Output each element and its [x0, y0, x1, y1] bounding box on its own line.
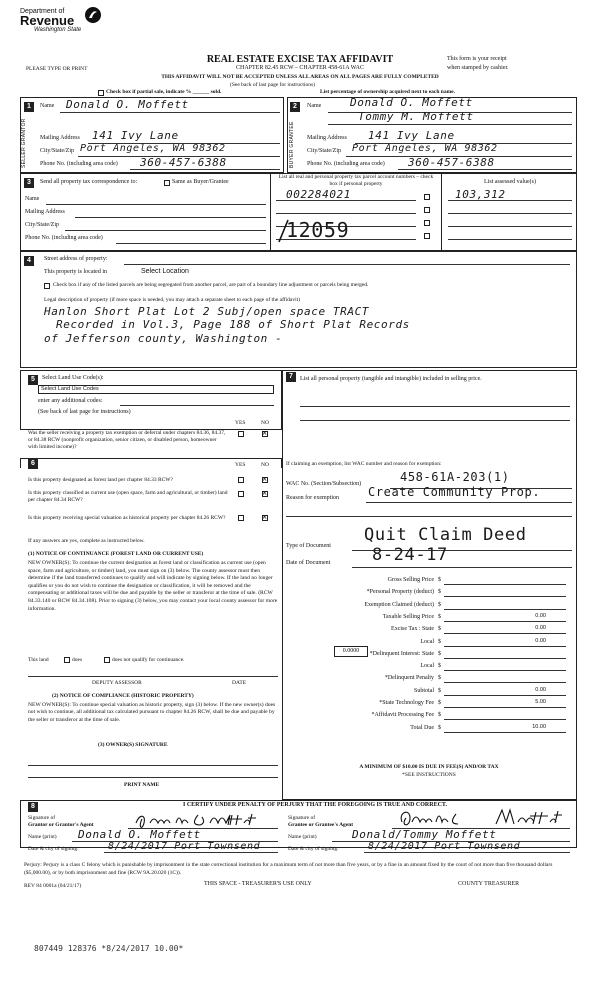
this-land-label: This land [28, 657, 49, 663]
tax-row-value[interactable]: 0.00 [535, 612, 546, 619]
s3-city-label: City/State/Zip [25, 222, 59, 228]
street-line [124, 264, 570, 265]
notice-continuance-title: (1) NOTICE OF CONTINUANCE (FOREST LAND OR CURRENT USE) [28, 551, 204, 557]
seller-address[interactable]: 141 Ivy Lane [92, 129, 179, 142]
section-3-number: 3 [24, 178, 34, 188]
assessed-line-4 [448, 239, 572, 240]
receipt-stamp: 807449 128376 *8/24/2017 10.00* [34, 944, 184, 953]
personal-property-checkbox-3[interactable] [424, 220, 430, 226]
dor-logo-icon [84, 6, 102, 24]
seller-phone[interactable]: 360-457-6388 [140, 156, 227, 169]
doc-date-label: Date of Document [286, 560, 331, 566]
grantor-date[interactable]: 8/24/2017 Port Townsend [108, 841, 261, 852]
tax-row-label: Taxable Selling Price [382, 613, 434, 620]
see-back-note: (See back of last page for instructions) [230, 82, 315, 88]
section-6-number: 6 [28, 459, 38, 469]
ownership-note: List percentage of ownership acquired next to each name. [320, 89, 455, 95]
tax-row-label: Local [420, 638, 434, 645]
dept-line2: Revenue [20, 13, 75, 28]
tax-row-line [444, 682, 566, 683]
additional-codes-line[interactable] [120, 405, 274, 406]
tax-row-dollar: $ [438, 638, 441, 645]
s5-yes: YES [235, 420, 246, 426]
wac-label: WAC No. (Section/Subsection) [286, 481, 362, 487]
receipt-note-2: when stamped by cashier. [447, 65, 509, 71]
tax-row-line [444, 596, 566, 597]
tax-row-value[interactable]: 0.00 [535, 686, 546, 693]
seller-address-label: Mailing Address [40, 135, 80, 141]
s5-no: NO [261, 420, 269, 426]
tax-row-line [444, 719, 566, 720]
s6-q1-yes-checkbox[interactable] [238, 477, 244, 483]
tax-row-dollar: $ [438, 589, 441, 596]
s3-name-label: Name [25, 196, 40, 202]
dept-line3: Washington State [34, 27, 82, 33]
tax-row-dollar: $ [438, 601, 441, 608]
same-as-buyer-label: Same as Buyer/Grantee [172, 179, 229, 185]
local-rate-value: 0.0000 [342, 648, 360, 654]
print-name-line[interactable] [28, 777, 278, 778]
tax-row-line [444, 670, 566, 671]
grantor-name-label: Name (print) [28, 834, 57, 840]
seller-city[interactable]: Port Angeles, WA 98362 [80, 143, 226, 154]
s6-q1-no-checkbox[interactable] [262, 477, 268, 483]
personal-property-line-2[interactable] [300, 420, 570, 421]
seller-phone-label: Phone No. (including area code) [40, 161, 118, 167]
grantor-date-line [104, 852, 278, 853]
receipt-note-1: This form is your receipt [447, 56, 507, 62]
please-type: PLEASE TYPE OR PRINT [26, 66, 88, 72]
grantor-sig-label-2: Grantor or Grantor's Agent [28, 822, 94, 828]
s6-q2-yes-checkbox[interactable] [238, 491, 244, 497]
tax-row-line [444, 584, 566, 585]
additional-codes-label: enter any additional codes: [38, 398, 103, 404]
s3-phone-label: Phone No. (including area code) [25, 235, 103, 241]
tax-row-dollar: $ [438, 675, 441, 682]
tax-row [286, 577, 572, 588]
reason-value[interactable]: Create Community Prop. [368, 485, 541, 499]
tax-row [286, 589, 572, 600]
grantor-sig-label-1: Signature of [28, 815, 56, 821]
s5-no-checkbox[interactable] [262, 431, 268, 437]
see-instructions-note: *SEE INSTRUCTIONS [402, 772, 456, 778]
minimum-fee-note: A MINIMUM OF $10.00 IS DUE IN FEE(S) AND/OR TAX [359, 764, 499, 770]
tax-row-label: *Affidavit Processing Fee [371, 712, 434, 719]
date-label: DATE [232, 680, 247, 686]
section-2-number: 2 [290, 102, 300, 112]
seller-side-label: SELLER GRANTOR [21, 118, 27, 168]
owner-signature-line[interactable] [28, 765, 278, 766]
seller-name-label: Name [40, 103, 55, 109]
parcel-line-1 [276, 200, 416, 201]
doc-type-label: Type of Document [286, 543, 331, 549]
tax-row-value[interactable]: 5.00 [535, 699, 546, 705]
parcel-line-2 [276, 213, 416, 214]
county-treasurer: COUNTY TREASURER [458, 881, 520, 887]
buyer-name-line-2 [328, 124, 572, 125]
tax-row-value[interactable]: 10.00 [532, 723, 546, 730]
tax-row [286, 712, 572, 723]
street-label: Street address of property: [44, 256, 108, 262]
grantee-name-label: Name (print) [288, 834, 317, 840]
located-label: This property is located in [44, 269, 107, 275]
deputy-assessor-line[interactable] [28, 676, 278, 677]
buyer-city-label: City/State/Zip [307, 148, 341, 154]
tax-row [286, 651, 572, 662]
tax-row [286, 614, 572, 625]
tax-row-label: Local [420, 663, 434, 670]
parcel-header: List all real and personal property tax parcel account numbers – check box if personal property [278, 174, 434, 187]
s6-q3-no-checkbox[interactable] [262, 515, 268, 521]
does-not-label: does not qualify for continuance. [112, 657, 185, 663]
section-1-number: 1 [24, 102, 34, 112]
section-5-number: 5 [28, 375, 38, 385]
doc-date-value[interactable]: 8-24-17 [372, 545, 448, 565]
tax-row-line [444, 609, 566, 610]
tax-row [286, 602, 572, 613]
tax-row [286, 675, 572, 686]
partial-sale-checkbox[interactable] [98, 90, 104, 96]
tax-row [286, 663, 572, 674]
reason-line-2 [286, 516, 572, 517]
tax-row-dollar: $ [438, 613, 441, 620]
tax-row-line [444, 695, 566, 696]
assessed-line-1 [448, 200, 572, 201]
s6-yes: YES [235, 462, 246, 468]
doc-type-value[interactable]: Quit Claim Deed [364, 525, 527, 545]
buyer-city[interactable]: Port Angeles, WA 98362 [352, 143, 498, 154]
section-4-number: 4 [24, 256, 34, 266]
tax-row-label: *Delinquent Interest: State [369, 650, 434, 657]
grantee-sig-label-2: Grantee or Grantee's Agent [288, 822, 354, 828]
legal-desc-3[interactable]: of Jefferson county, Washington - [44, 332, 283, 345]
assessed-header: List assessed value(s) [484, 179, 536, 185]
tax-row-dollar: $ [438, 626, 441, 633]
s5-see-back: (See back of last page for instructions) [38, 409, 131, 415]
section-8-number: 8 [28, 802, 38, 812]
rev-number: REV 84 0001a (04/21/17) [24, 883, 82, 889]
tax-row-line [444, 621, 566, 622]
tax-row [286, 626, 572, 637]
grantor-date-label: Date & city of signing: [28, 846, 79, 852]
exemption-claim-label: If claiming an exemption, list WAC number and reason for exemption: [286, 461, 442, 467]
notice-compliance-title: (2) NOTICE OF COMPLIANCE (HISTORIC PROPERTY) [52, 693, 194, 699]
does-qualify-checkbox[interactable] [64, 657, 70, 663]
tax-row-value[interactable]: 0.00 [535, 625, 546, 632]
s3-city-line [65, 230, 266, 231]
does-label: does [72, 657, 83, 663]
personal-property-checkbox-1[interactable] [424, 194, 430, 200]
s6-q3-yes-checkbox[interactable] [238, 515, 244, 521]
tax-row-label: Total Due [410, 724, 434, 731]
slash-mark-icon [276, 218, 290, 244]
tax-row-line [444, 732, 566, 733]
same-as-buyer-checkbox[interactable] [164, 180, 170, 186]
personal-property-checkbox-4[interactable] [424, 233, 430, 239]
tax-row-label: Excise Tax : State [391, 626, 434, 633]
seller-city-label: City/State/Zip [40, 148, 74, 154]
print-name-label: PRINT NAME [124, 782, 160, 788]
tax-row-label: Subtotal [413, 687, 434, 694]
buyer-side-label: BUYER GRANTEE [289, 121, 295, 168]
land-use-title: Select Land Use Code(s): [42, 375, 104, 381]
land-use-dropdown-value: Select Land Use Codes [41, 386, 99, 392]
partial-sale-label: Check box if partial sale, indicate % ______ sold. [106, 89, 222, 95]
grantor-signature-image [132, 811, 272, 829]
s3-address-label: Mailing Address [25, 209, 65, 215]
tax-row-line [444, 707, 566, 708]
legal-desc-1[interactable]: Hanlon Short Plat Lot 2 Subj/open space TRACT [44, 305, 370, 318]
tax-row-label: Exemption Claimed (deduct) [364, 601, 434, 608]
location-select[interactable]: Select Location [141, 268, 189, 275]
tax-row [286, 688, 572, 699]
s6-no: NO [261, 462, 269, 468]
local-rate-box[interactable] [334, 646, 368, 657]
wac-value[interactable]: 458-61A-203(1) [400, 470, 510, 484]
s6-q2-no-checkbox[interactable] [262, 491, 268, 497]
grantee-date-line [364, 852, 570, 853]
s6-q3: Is this property receiving special valuation as historical property per chapter 84.26 RCW? [28, 515, 226, 521]
segregation-checkbox[interactable] [44, 283, 50, 289]
buyer-name-1[interactable]: Donald O. Moffett [350, 96, 473, 109]
buyer-phone[interactable]: 360-457-6388 [408, 156, 495, 169]
seller-name[interactable]: Donald O. Moffett [66, 98, 189, 111]
tax-row-label: *Delinquent Penalty [384, 675, 434, 682]
s5-yes-checkbox[interactable] [238, 431, 244, 437]
s3-name-line [46, 204, 266, 205]
send-correspondence-label: Send all property tax correspondence to: [40, 179, 138, 185]
notice-compliance-text: NEW OWNER(S): To continue special valuation as historic property, sign (3) below. If the new owner(s) does not wish to continue, all additional tax calculated pursuant to chapter 84.26 RCW, shall be due and payable by the seller or transferor at the time of sale. [28, 702, 276, 723]
tax-row-line [444, 658, 566, 659]
tax-row-line [444, 646, 566, 647]
legal-label: Legal description of property (if more space is needed, you may attach a separate sheet to each page of the affidavit) [44, 297, 300, 303]
buyer-name-label: Name [307, 103, 322, 109]
handwritten-stamp-number: 12059 [286, 218, 350, 242]
does-not-qualify-checkbox[interactable] [104, 657, 110, 663]
grantee-sig-label-1: Signature of [288, 815, 316, 821]
tax-row-dollar: $ [438, 712, 441, 719]
s3-phone-line [116, 243, 266, 244]
owner-signature-label: (3) OWNER(S) SIGNATURE [98, 742, 168, 748]
grantee-date[interactable]: 8/24/2017 Port Townsend [368, 841, 521, 852]
s6-if-yes: If any answers are yes, complete as instructed below. [28, 538, 145, 544]
grantee-date-label: Date & city of signing: [288, 846, 339, 852]
notice-continuance-text: NEW OWNER(S): To continue the current designation as forest land or classification as current use (open space, farm and agriculture, or timber) land, you must sign on (3) below. The county assessor must then determine if the land transferred continues to qualify and will indicate by signing below. If the land no longer qualifies or you do not wish to continue the designation or classification, it will be removed and the compensating or additional taxes will be due and payable by the seller or transferor at the time of sale. (RCW 84.33.140 or RCW 84.34.108). Prior to signing (3) below, you may contact your local county assessor for more information. [28, 560, 278, 612]
treasurer-use: THIS SPACE - TREASURER'S USE ONLY [204, 881, 312, 887]
s3-address-line [75, 217, 266, 218]
tax-row-value[interactable]: 0.00 [535, 637, 546, 644]
s5-exemption-question: Was the seller receiving a property tax exemption or deferral under chapters 84.36, 84.37, or 84.38 RCW (nonprofit organization, senior citizen, or disabled person, homeowner with limited income)? [28, 430, 226, 450]
assessed-line-2 [448, 213, 572, 214]
land-use-dropdown[interactable] [38, 385, 274, 394]
section-7-number: 7 [286, 372, 296, 382]
form-chapter: CHAPTER 82.45 RCW – CHAPTER 458-61A WAC [236, 65, 364, 71]
tax-row-dollar: $ [438, 700, 441, 706]
seller-name-line [60, 112, 280, 113]
tax-row [286, 639, 572, 650]
perjury-notice: Perjury: Perjury is a class C felony which is punishable by imprisonment in the state correctional institution for a maximum term of not more than five years, or by a fine in an amount fixed by the court of not more than five thousand dollars ($5,000.00), or by both imprisonment and fine (RCW 9A.20.020 (1C)). [24, 862, 553, 876]
buyer-name-2[interactable]: Tommy M. Moffett [358, 110, 474, 123]
grantee-name[interactable]: Donald/Tommy Moffett [352, 828, 497, 841]
buyer-address[interactable]: 141 Ivy Lane [368, 129, 455, 142]
tax-row-label: Gross Selling Price [387, 577, 434, 583]
personal-property-line-1[interactable] [300, 406, 570, 407]
assessed-line-3 [448, 226, 572, 227]
buyer-phone-line [398, 169, 572, 170]
personal-property-checkbox-2[interactable] [424, 207, 430, 213]
tax-row-dollar: $ [438, 724, 441, 731]
reason-line [366, 502, 572, 503]
grantor-name[interactable]: Donald O. Moffett [78, 828, 201, 841]
tax-row-dollar: $ [438, 663, 441, 670]
buyer-address-label: Mailing Address [307, 135, 347, 141]
seller-phone-line [130, 169, 280, 170]
personal-property-text: List all personal property (tangible and intangible) included in selling price. [300, 376, 482, 382]
tax-row-dollar: $ [438, 577, 441, 583]
tax-row [286, 700, 572, 711]
segregation-text: Check box if any of the listed parcels are being segregated from another parcel, are part of a boundary line adjustment or parcels being merged. [53, 282, 369, 288]
doc-date-line [352, 567, 572, 568]
buyer-phone-label: Phone No. (including area code) [307, 161, 385, 167]
tax-row-label: *Personal Property (deduct) [366, 589, 434, 596]
tax-row-dollar: $ [438, 650, 441, 657]
tax-row-dollar: $ [438, 687, 441, 694]
reason-label: Reason for exemption [286, 495, 339, 501]
tax-row-line [444, 633, 566, 634]
s6-q1: Is this property designated as forest land per chapter 84.33 RCW? [28, 477, 173, 483]
s6-q2: Is this property classified as current use (open space, farm and agricultural, or timber) land per chapter 84.34 RCW? [28, 490, 228, 503]
form-warning: THIS AFFIDAVIT WILL NOT BE ACCEPTED UNLESS ALL AREAS ON ALL PAGES ARE FULLY COMPLETED [161, 74, 439, 80]
grantee-signature-image [396, 808, 566, 828]
certify-text: I CERTIFY UNDER PENALTY OF PERJURY THAT THE FOREGOING IS TRUE AND CORRECT. [182, 802, 447, 808]
tax-row-label: *State Technology Fee [379, 700, 434, 706]
form-title: REAL ESTATE EXCISE TAX AFFIDAVIT [206, 54, 394, 65]
deputy-assessor-label: DEPUTY ASSESSOR [92, 680, 142, 686]
assessed-value[interactable]: 103,312 [455, 188, 506, 201]
tax-row [286, 725, 572, 736]
legal-desc-2[interactable]: Recorded in Vol.3, Page 188 of Short Plat Records [56, 318, 410, 331]
dept-line1: Department of [20, 8, 65, 15]
parcel-number[interactable]: 002284021 [286, 188, 352, 201]
